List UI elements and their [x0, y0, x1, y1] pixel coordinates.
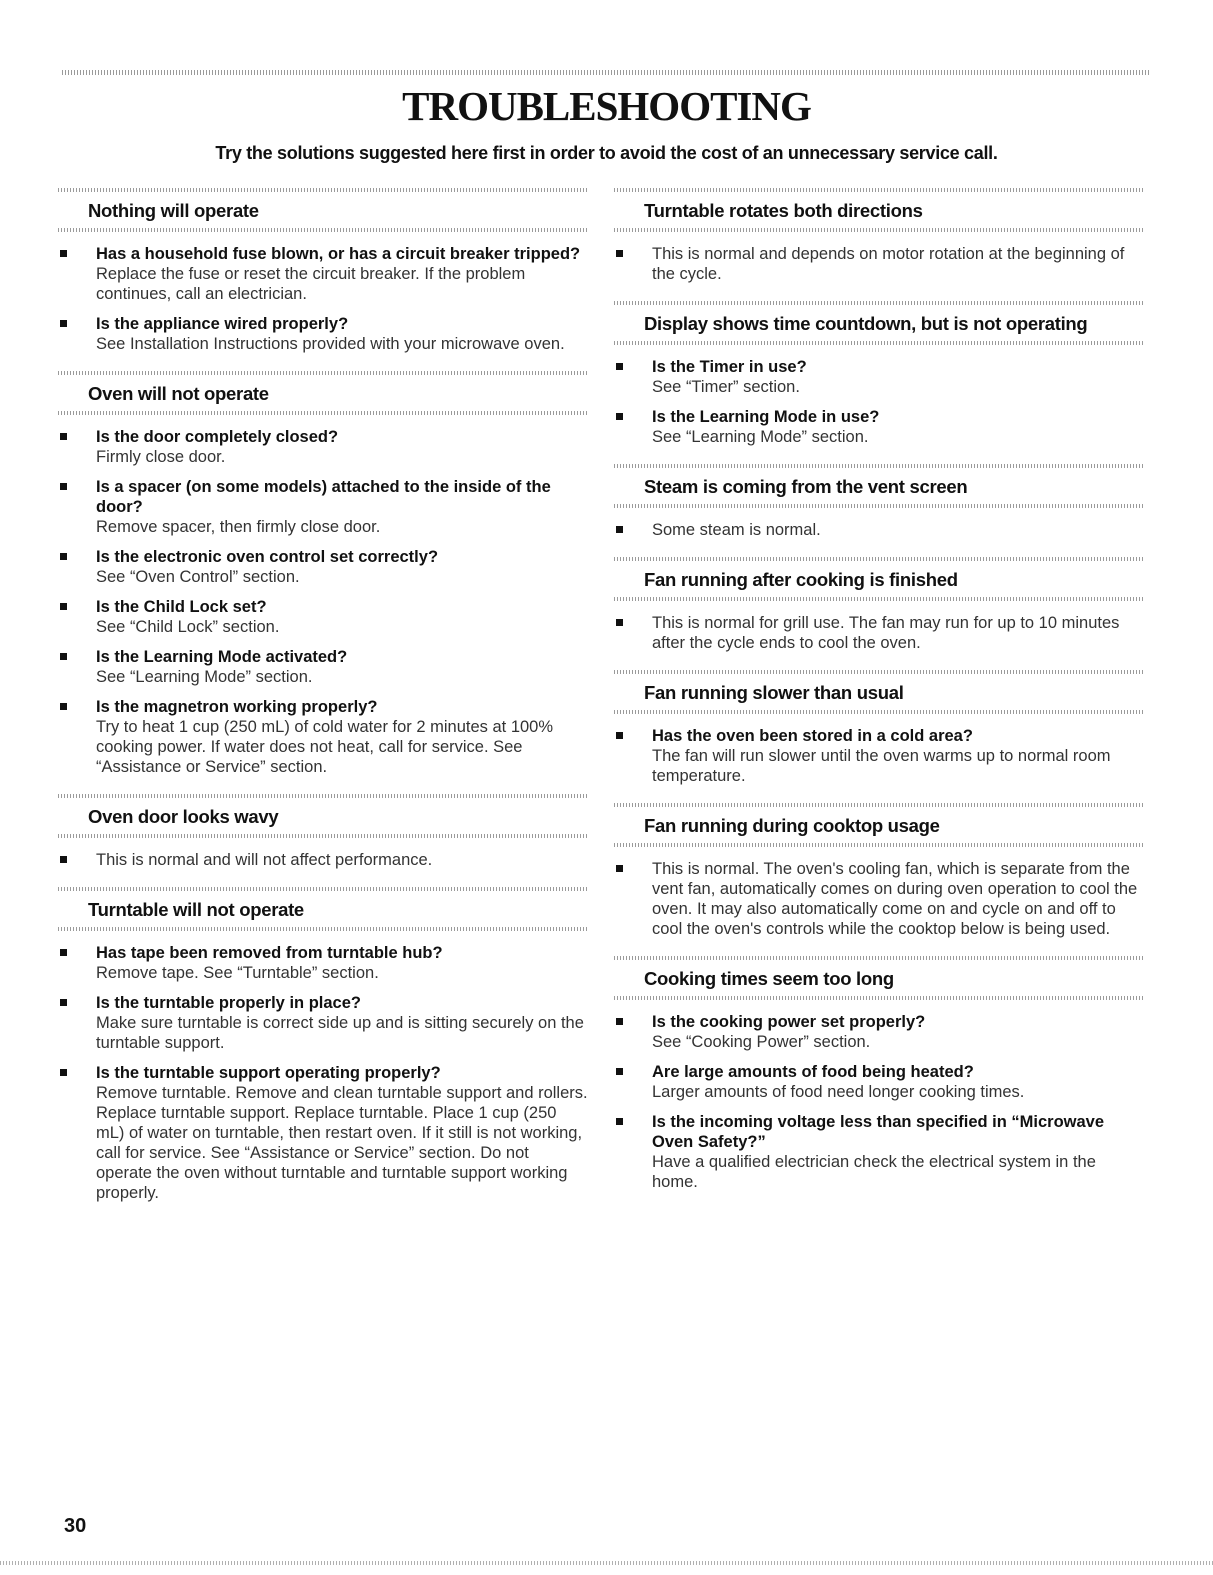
- square-bullet-icon: [616, 363, 623, 370]
- answer-text: This is normal for grill use. The fan may run for up to 10 minutes after the cycle ends to cool the oven.: [652, 614, 1120, 652]
- item-list: [614, 726, 1144, 786]
- section-header: [58, 368, 588, 415]
- list-item: [614, 244, 1144, 284]
- section-header: [614, 953, 1144, 1000]
- section-display-shows-time-countdown-but-is-not-operating: [614, 298, 1144, 447]
- square-bullet-icon: [616, 732, 623, 739]
- answer-text: The fan will run slower until the oven warms up to normal room temperature.: [652, 747, 1111, 785]
- section-title: Turntable rotates both directions: [644, 200, 923, 221]
- section-oven-will-not-operate: [58, 368, 588, 777]
- answer-text: This is normal and depends on motor rotation at the beginning of the cycle.: [652, 245, 1125, 283]
- question-text: Has tape been removed from turntable hub?: [96, 944, 443, 962]
- top-dotted-rule: [62, 70, 1150, 75]
- answer-text: See “Cooking Power” section.: [652, 1033, 871, 1051]
- answer-text: Remove turntable. Remove and clean turntable support and rollers. Replace turntable support. Replace turntable. Place 1 cup (250 mL) of water on turntable, then restart oven. If it still is not working, call for service. See “Assistance or Service” section. Do not operate the oven without turntable and turntable support working properly.: [96, 1084, 588, 1202]
- item-list: [614, 520, 1144, 540]
- square-bullet-icon: [616, 526, 623, 533]
- square-bullet-icon: [60, 703, 67, 710]
- list-item: [614, 613, 1144, 653]
- list-item: [58, 1063, 588, 1203]
- section-header: [614, 298, 1144, 345]
- answer-text: Try to heat 1 cup (250 mL) of cold water for 2 minutes at 100% cooking power. If water does not heat, call for service. See “Assistance or Service” section.: [96, 718, 554, 776]
- question-text: Are large amounts of food being heated?: [652, 1063, 974, 1081]
- answer-text: Have a qualified electrician check the electrical system in the home.: [652, 1153, 1096, 1191]
- item-list: [58, 244, 588, 354]
- question-text: Is the Child Lock set?: [96, 598, 267, 616]
- list-item: [58, 697, 588, 777]
- left-column: [58, 185, 588, 1217]
- page-number: 30: [64, 1515, 87, 1537]
- section-title: Cooking times seem too long: [644, 968, 894, 989]
- list-item: [58, 597, 588, 637]
- answer-text: See “Learning Mode” section.: [96, 668, 313, 686]
- section-title: Oven door looks wavy: [88, 806, 279, 827]
- list-item: [58, 427, 588, 467]
- square-bullet-icon: [60, 1069, 67, 1076]
- bottom-dotted-rule: [0, 1561, 1213, 1565]
- right-column: [614, 185, 1144, 1206]
- section-title: Oven will not operate: [88, 383, 269, 404]
- question-text: Is the appliance wired properly?: [96, 315, 349, 333]
- list-item: [58, 647, 588, 687]
- answer-text: Some steam is normal.: [652, 521, 821, 539]
- answer-text: See “Oven Control” section.: [96, 568, 300, 586]
- section-title: Turntable will not operate: [88, 899, 304, 920]
- section-title: Fan running slower than usual: [644, 682, 904, 703]
- section-title: Nothing will operate: [88, 200, 259, 221]
- list-item: [614, 1012, 1144, 1052]
- section-header: [58, 791, 588, 838]
- item-list: [614, 357, 1144, 447]
- answer-text: See “Child Lock” section.: [96, 618, 280, 636]
- question-text: Has a household fuse blown, or has a circuit breaker tripped?: [96, 245, 581, 263]
- question-text: Is the Timer in use?: [652, 358, 807, 376]
- square-bullet-icon: [60, 433, 67, 440]
- section-nothing-will-operate: [58, 185, 588, 354]
- list-item: [58, 314, 588, 354]
- page-title: TROUBLESHOOTING: [402, 83, 811, 129]
- list-item: [614, 1062, 1144, 1102]
- list-item: [614, 726, 1144, 786]
- question-text: Is the Learning Mode activated?: [96, 648, 348, 666]
- list-item: [614, 407, 1144, 447]
- section-header: [614, 800, 1144, 847]
- question-text: Is the magnetron working properly?: [96, 698, 378, 716]
- question-text: Is the Learning Mode in use?: [652, 408, 880, 426]
- section-turntable-rotates-both-directions: [614, 185, 1144, 284]
- square-bullet-icon: [60, 653, 67, 660]
- section-fan-running-slower-than-usual: [614, 667, 1144, 786]
- section-oven-door-looks-wavy: [58, 791, 588, 870]
- question-text: Is the turntable support operating properly?: [96, 1064, 441, 1082]
- square-bullet-icon: [60, 553, 67, 560]
- square-bullet-icon: [616, 619, 623, 626]
- question-text: Is the cooking power set properly?: [652, 1013, 926, 1031]
- question-text: Is the door completely closed?: [96, 428, 339, 446]
- answer-text: Replace the fuse or reset the circuit breaker. If the problem continues, call an electrician.: [96, 265, 526, 303]
- section-fan-running-after-cooking-is-finished: [614, 554, 1144, 653]
- item-list: [58, 427, 588, 777]
- list-item: [58, 244, 588, 304]
- square-bullet-icon: [60, 603, 67, 610]
- square-bullet-icon: [60, 856, 67, 863]
- square-bullet-icon: [616, 250, 623, 257]
- section-title: Steam is coming from the vent screen: [644, 476, 968, 497]
- item-list: [614, 1012, 1144, 1192]
- square-bullet-icon: [616, 1018, 623, 1025]
- answer-text: Make sure turntable is correct side up and is sitting securely on the turntable support.: [96, 1014, 584, 1052]
- answer-text: See “Learning Mode” section.: [652, 428, 869, 446]
- list-item: [58, 850, 588, 870]
- page-subtitle: Try the solutions suggested here first in order to avoid the cost of an unnecessary service call.: [215, 143, 998, 163]
- section-turntable-will-not-operate: [58, 884, 588, 1203]
- section-steam-is-coming-from-the-vent-screen: [614, 461, 1144, 540]
- item-list: [58, 943, 588, 1203]
- question-text: Is the turntable properly in place?: [96, 994, 361, 1012]
- square-bullet-icon: [60, 250, 67, 257]
- square-bullet-icon: [616, 413, 623, 420]
- question-text: Has the oven been stored in a cold area?: [652, 727, 973, 745]
- square-bullet-icon: [60, 320, 67, 327]
- question-text: Is the incoming voltage less than specified in “Microwave Oven Safety?”: [652, 1113, 1105, 1151]
- section-fan-running-during-cooktop-usage: [614, 800, 1144, 939]
- answer-text: See “Timer” section.: [652, 378, 800, 396]
- list-item: [58, 547, 588, 587]
- square-bullet-icon: [60, 949, 67, 956]
- section-title: Fan running after cooking is finished: [644, 569, 958, 590]
- section-cooking-times-seem-too-long: [614, 953, 1144, 1192]
- section-header: [614, 185, 1144, 232]
- section-header: [614, 461, 1144, 508]
- item-list: [614, 859, 1144, 939]
- question-text: Is the electronic oven control set correctly?: [96, 548, 439, 566]
- section-header: [58, 884, 588, 931]
- answer-text: Firmly close door.: [96, 448, 226, 466]
- answer-text: See Installation Instructions provided with your microwave oven.: [96, 335, 565, 353]
- list-item: [58, 943, 588, 983]
- question-text: Is a spacer (on some models) attached to the inside of the door?: [96, 478, 551, 516]
- section-header: [614, 667, 1144, 714]
- list-item: [58, 477, 588, 537]
- item-list: [614, 244, 1144, 284]
- square-bullet-icon: [616, 865, 623, 872]
- section-header: [58, 185, 588, 232]
- answer-text: Larger amounts of food need longer cooking times.: [652, 1083, 1025, 1101]
- list-item: [614, 520, 1144, 540]
- list-item: [58, 993, 588, 1053]
- answer-text: Remove tape. See “Turntable” section.: [96, 964, 379, 982]
- answer-text: Remove spacer, then firmly close door.: [96, 518, 381, 536]
- list-item: [614, 859, 1144, 939]
- list-item: [614, 357, 1144, 397]
- square-bullet-icon: [616, 1118, 623, 1125]
- section-header: [614, 554, 1144, 601]
- square-bullet-icon: [60, 483, 67, 490]
- answer-text: This is normal. The oven's cooling fan, which is separate from the vent fan, automatically comes on during oven operation to cool the oven. It may also automatically come on and cycle on and off to cool the oven's controls while the cooktop below is being used.: [652, 860, 1138, 938]
- item-list: [58, 850, 588, 870]
- square-bullet-icon: [616, 1068, 623, 1075]
- section-title: Display shows time countdown, but is not operating: [644, 313, 1088, 334]
- list-item: [614, 1112, 1144, 1192]
- section-title: Fan running during cooktop usage: [644, 815, 940, 836]
- answer-text: This is normal and will not affect performance.: [96, 851, 433, 869]
- square-bullet-icon: [60, 999, 67, 1006]
- item-list: [614, 613, 1144, 653]
